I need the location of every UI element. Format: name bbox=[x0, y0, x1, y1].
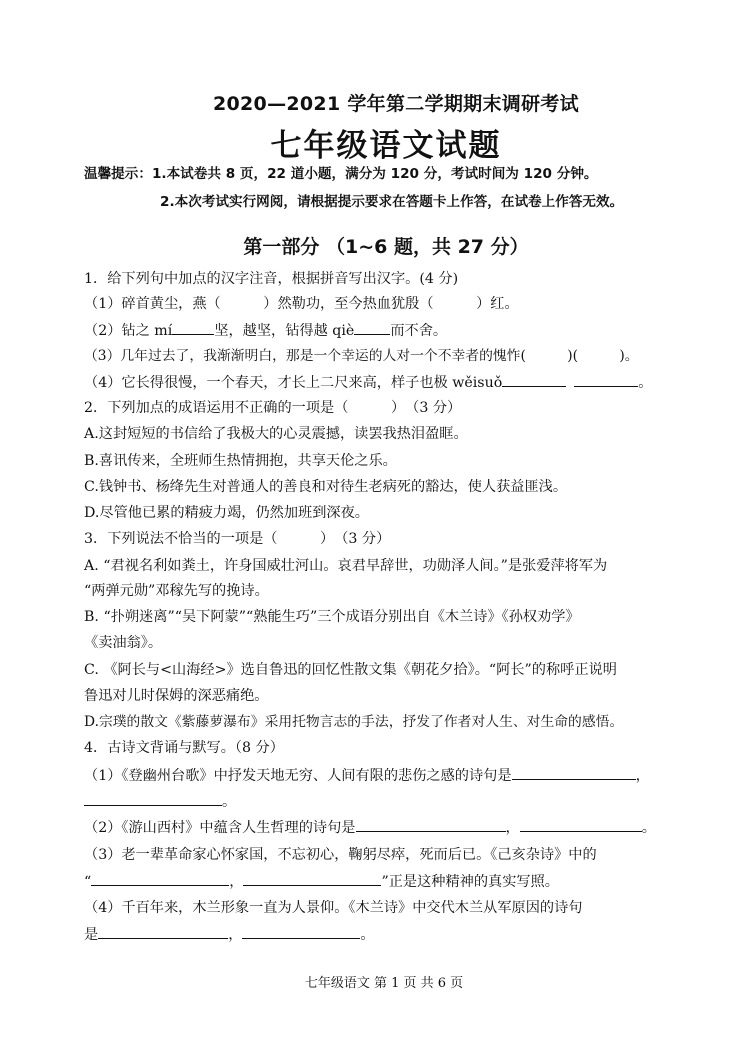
q1-item-4-part-b: 。 bbox=[638, 375, 653, 391]
q4-item-4-part-c: ， bbox=[228, 927, 243, 943]
page-footer: 七年级语文 第 1 页 共 6 页 bbox=[304, 976, 464, 991]
q4-item-4-part-d: 。 bbox=[360, 927, 375, 943]
q4-item-4-part-b: 是 bbox=[84, 927, 99, 943]
q4-item-1 bbox=[84, 765, 650, 786]
q2-stem: 2．下列加点的成语运用不正确的一项是（ ） （3 分） bbox=[84, 400, 462, 416]
q3-option-b-line1: B. “扑朔迷离”“吴下阿蒙”“熟能生巧”三个成语分别出自《木兰诗》《孙权劝学》 bbox=[84, 609, 580, 625]
tip-line-1: 温馨提示：1.本试卷共 8 页，22 道小题，满分为 120 分，考试时间为 120 分钟。 bbox=[84, 166, 598, 182]
q1-stem: 1．给下列句中加点的汉字注音，根据拼音写出汉字。(4 分) bbox=[84, 271, 459, 287]
q1-item-1: （1）碎首黄尘，燕（ ）然勒功，至今热血犹殷（ ）红。 bbox=[84, 296, 519, 312]
q4-item-1-part-a: （1）《登幽州台歌》中抒发天地无穷、人间有限的悲伤之感的诗句是 bbox=[84, 768, 512, 784]
q4-item-4-line2 bbox=[84, 924, 375, 945]
q1-item-4-part-a: （4）它长得很慢，一个春天，才长上二尺来高，样子也极 wěisuǒ bbox=[84, 375, 503, 391]
q4-item-3-part-d: ”正是这种精神的真实写照。 bbox=[381, 874, 559, 890]
q4-item-1-part-b: ， bbox=[635, 768, 650, 784]
answer-blank[interactable] bbox=[356, 817, 506, 832]
q3-option-c-line2: 鲁迅对儿时保姆的深恶痛绝。 bbox=[84, 688, 269, 704]
q3-option-b-line2: 《卖油翁》。 bbox=[84, 635, 163, 651]
q4-item-4-line1: （4）千百年来，木兰形象一直为人景仰。《木兰诗》中交代木兰从军原因的诗句 bbox=[84, 900, 583, 916]
answer-blank[interactable] bbox=[84, 791, 222, 806]
q3-option-a-line1: A. “君视名利如粪土，许身国威壮河山。哀君早辞世，功勋泽人间。”是张爱萍将军为 bbox=[84, 558, 608, 574]
q4-item-1-cont bbox=[84, 791, 236, 812]
subject-title: 七年级语文试题 bbox=[270, 128, 502, 164]
q3-stem: 3．下列说法不恰当的一项是（ ） （3 分） bbox=[84, 531, 391, 547]
q2-option-d: D.尽管他已累的精疲力竭，仍然加班到深夜。 bbox=[84, 505, 369, 521]
q4-item-1-part-c: 。 bbox=[222, 794, 237, 810]
q4-item-3-part-b: “ bbox=[84, 874, 92, 890]
answer-blank[interactable] bbox=[520, 817, 642, 832]
q4-item-3-part-c: ， bbox=[229, 874, 244, 890]
q1-item-3: （3）几年过去了，我渐渐明白，那是一个幸运的人对一个不幸者的愧怍( )( )。 bbox=[84, 348, 639, 364]
q3-option-a-line2: “两弹元勋”邓稼先写的挽诗。 bbox=[84, 583, 269, 599]
answer-blank[interactable] bbox=[98, 924, 228, 939]
q4-item-2 bbox=[84, 817, 656, 838]
answer-blank[interactable] bbox=[512, 765, 636, 780]
answer-blank[interactable] bbox=[172, 320, 214, 335]
q2-option-c: C.钱钟书、杨绛先生对普通人的善良和对待生老病死的豁达，使人获益匪浅。 bbox=[84, 479, 568, 495]
q1-item-2-part-a: （2）钻之 mí bbox=[84, 323, 173, 339]
q3-option-c-line1: C. 《阿长与<山海经>》选自鲁迅的回忆性散文集《朝花夕拾》。“阿长”的称呼正说明 bbox=[84, 662, 617, 678]
q1-item-2-part-b: 坚，越坚，钻得越 qiè bbox=[214, 323, 355, 339]
q4-item-2-part-a: （2）《游山西村》中蕴含人生哲理的诗句是 bbox=[84, 820, 356, 836]
q1-item-2-part-c: 而不舍。 bbox=[390, 323, 448, 339]
q4-item-3-line1: （3）老一辈革命家心怀家国，不忘初心，鞠躬尽瘁，死而后已。《己亥杂诗》中的 bbox=[84, 847, 597, 863]
answer-blank[interactable] bbox=[502, 372, 566, 387]
q4-item-3-line2 bbox=[84, 871, 559, 892]
answer-blank[interactable] bbox=[354, 320, 390, 335]
answer-blank[interactable] bbox=[242, 924, 360, 939]
q2-option-a: A.这封短短的书信给了我极大的心灵震撼，读罢我热泪盈眶。 bbox=[84, 426, 468, 442]
exam-title: 2020—2021 学年第二学期期末调研考试 bbox=[213, 93, 579, 115]
section-title: 第一部分 （1~6 题，共 27 分） bbox=[243, 236, 529, 258]
q2-option-b: B.喜讯传来，全班师生热情拥抱，共享天伦之乐。 bbox=[84, 453, 397, 469]
q1-item-4 bbox=[84, 372, 652, 393]
q3-option-d: D.宗璞的散文《紫藤萝瀑布》采用托物言志的手法，抒发了作者对人生、对生命的感悟。 bbox=[84, 714, 624, 730]
answer-blank[interactable] bbox=[574, 372, 638, 387]
tip-line-2: 2.本次考试实行网阅，请根据提示要求在答题卡上作答，在试卷上作答无效。 bbox=[160, 194, 624, 210]
answer-blank[interactable] bbox=[243, 871, 381, 886]
q1-item-2 bbox=[84, 320, 447, 341]
q4-item-2-part-b: ， bbox=[505, 820, 520, 836]
q4-item-2-part-c: 。 bbox=[641, 820, 656, 836]
answer-blank[interactable] bbox=[91, 871, 229, 886]
q4-stem: 4．古诗文背诵与默写。（8 分） bbox=[84, 740, 284, 756]
